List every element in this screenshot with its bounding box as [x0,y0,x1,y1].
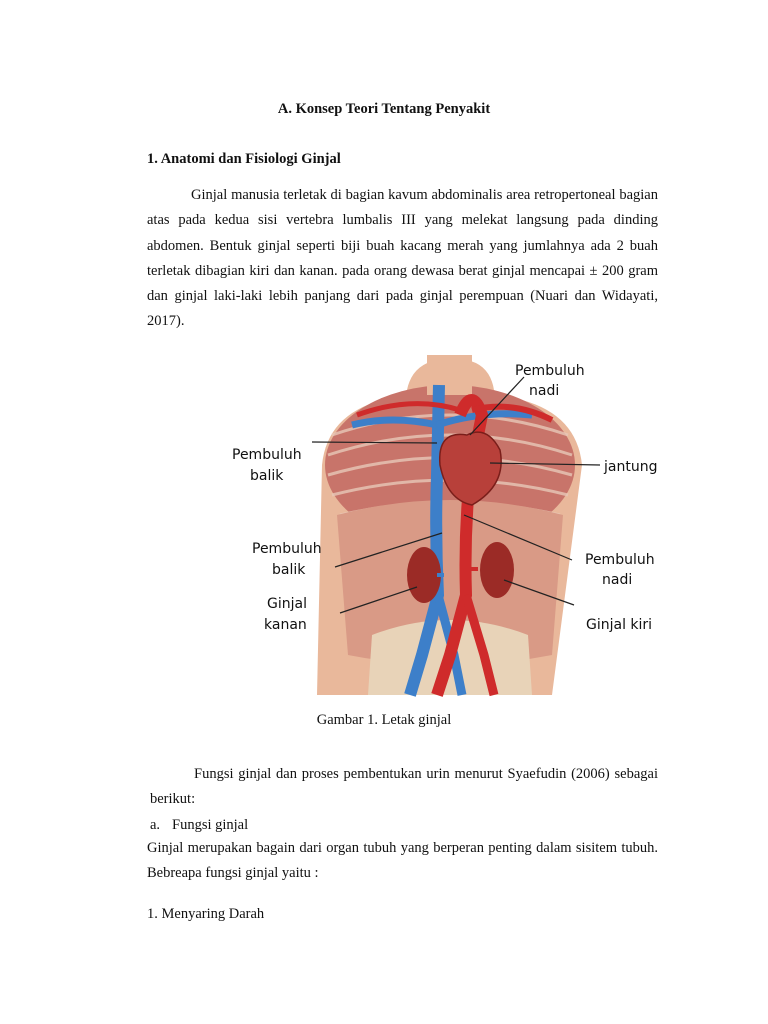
kidney-anatomy-figure [232,355,662,700]
label-ginjal-kiri: Ginjal kiri [586,617,653,633]
subsection-heading: 1. Anatomi dan Fisiologi Ginjal [147,151,341,167]
kidney-anatomy-illustration [232,355,662,700]
list-marker: a. [150,817,161,833]
left-kidney [480,542,514,598]
paragraph-ginjal: Ginjal merupakan bagain dari organ tubuh yang berperan penting dalam sisitem tubuh. Bebreapa fungsi ginjal yaitu : [147,840,658,882]
figure-caption: Gambar 1. Letak ginjal [316,712,452,728]
label-pembuluh-balik-mid: Pembuluh [252,541,322,557]
label-ginjal-kanan-2: kanan [264,617,307,633]
paragraph-anatomy [147,183,658,335]
label-ginjal-kanan: Ginjal [267,596,307,612]
label-pembuluh-nadi-top: Pembuluh [515,363,585,379]
label-pembuluh-nadi-top-2: nadi [529,383,560,399]
paragraph-fungsi-text: Fungsi ginjal dan proses pembentukan urin menurut Syaefudin (2006) sebagai berikut: [150,766,658,808]
section-heading: A. Konsep Teori Tentang Penyakit [277,101,491,117]
paragraph-fungsi [150,762,658,813]
label-pembuluh-balik-mid-2: balik [272,562,306,578]
label-pembuluh-balik-top: Pembuluh [232,447,302,463]
list-item-1: 1. Menyaring Darah [147,906,265,922]
list-item-a [150,813,248,838]
label-pembuluh-balik-top-2: balik [250,468,284,484]
label-pembuluh-nadi-mid: Pembuluh [585,552,655,568]
label-pembuluh-nadi-mid-2: nadi [602,572,633,588]
list-item-text: Fungsi ginjal [172,817,249,833]
label-jantung: jantung [604,459,658,475]
paragraph-anatomy-text: Ginjal manusia terletak di bagian kavum abdominalis area retropertoneal bagian atas pada kedua sisi vertebra lumbalis III yang melekat langsung pada dinding abdomen. Bentuk ginjal seperti biji buah kacang merah yang jumlahnya ada 2 buah terletak dibagian kiri dan kanan. pada orang dewasa berat ginjal mencapai ± 200 gram dan ginjal laki-laki lebih panjang dari pada ginjal perempuan (Nuari dan Widayati, 2017). [147,187,658,330]
right-kidney [407,547,441,603]
